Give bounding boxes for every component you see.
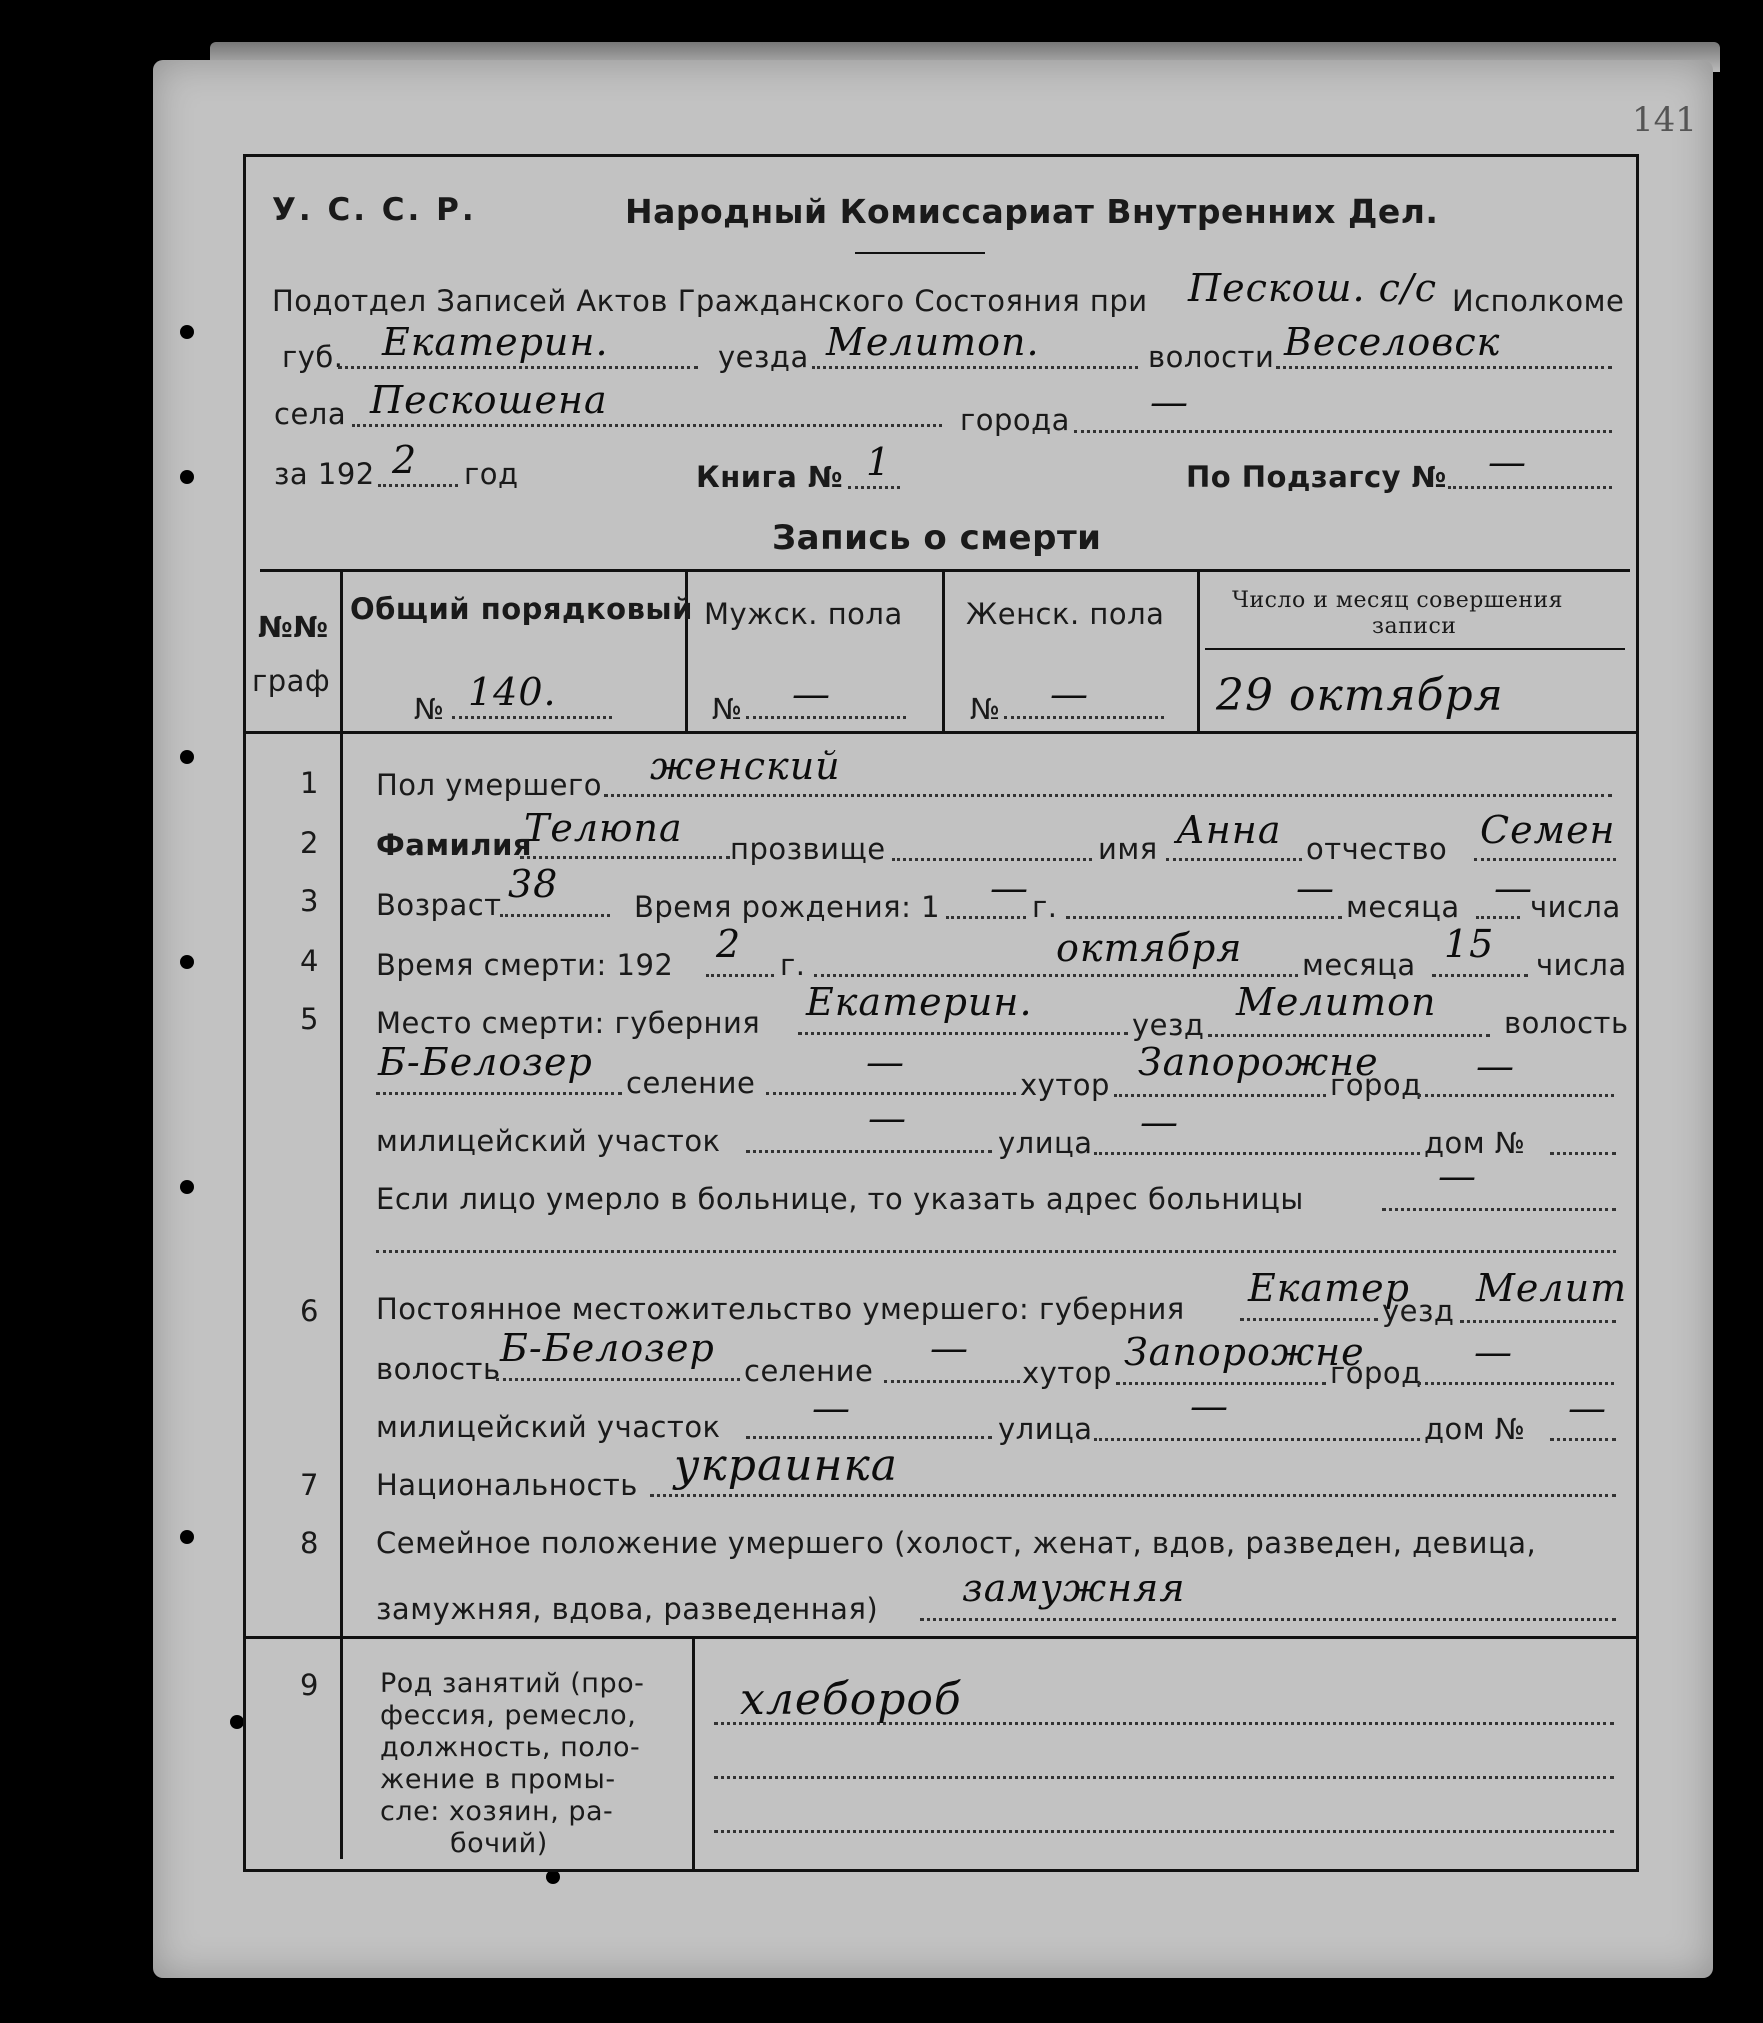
num-column-rule [340, 569, 343, 1859]
death-volost-line [376, 1092, 622, 1095]
head-col-rule [942, 569, 945, 731]
death-day-line [1432, 974, 1528, 977]
col5-value: 29 октября [1216, 670, 1504, 721]
res-volost-value: Б-Белозер [500, 1326, 715, 1370]
res-militia-line [746, 1436, 992, 1439]
death-gorod-value: — [1476, 1044, 1515, 1088]
birth-month-label: месяца [1346, 890, 1460, 924]
ussr-label: У. С. С. Р. [272, 192, 477, 228]
ministry-title: Народный Комиссариат Внутренних Дел. [625, 192, 1439, 231]
patronymic-line [1474, 858, 1616, 861]
surname-label: Фамилия [376, 828, 533, 862]
podzags-line [1448, 486, 1612, 489]
row-number: 3 [300, 884, 319, 918]
podzags-value: — [1488, 440, 1527, 484]
res-house-line [1550, 1438, 1616, 1441]
binder-hole [230, 1715, 244, 1729]
gorod-value: — [1150, 380, 1189, 424]
selo-label: села [274, 397, 347, 431]
death-uezd-line [1208, 1034, 1490, 1037]
binder-hole [180, 1180, 194, 1194]
death-hutor-line [1114, 1094, 1326, 1097]
death-street-value: — [1140, 1100, 1179, 1144]
res-selenie-line [884, 1380, 1020, 1383]
death-selenie-line [766, 1092, 1016, 1095]
death-gub-value: Екатерин. [806, 980, 1033, 1024]
col3-no: № [712, 692, 743, 726]
hospital-value: — [1438, 1154, 1477, 1198]
death-street-line [1094, 1152, 1420, 1155]
row-number: 1 [300, 766, 319, 800]
death-gorod-line [1418, 1094, 1614, 1097]
col3-value: — [792, 672, 831, 716]
col2-no: № [414, 692, 445, 726]
name-line [1166, 858, 1302, 861]
death-day-value: 15 [1444, 922, 1495, 966]
res-volost-line [496, 1378, 740, 1381]
title-rule [855, 252, 985, 254]
death-month-label: месяца [1302, 948, 1416, 982]
res-house-value: — [1568, 1386, 1607, 1430]
row-number: 9 [300, 1668, 319, 1702]
death-hutor-label: хутор [1020, 1068, 1110, 1102]
birth-day-line [1476, 916, 1520, 919]
marital-label: Семейное положение умершего (холост, женат, вдов, разведен, девица, [376, 1526, 1537, 1560]
row-number: 4 [300, 944, 319, 978]
death-house-line [1550, 1152, 1616, 1155]
death-year-label: г. [780, 948, 806, 982]
row-number: 2 [300, 826, 319, 860]
res-selenie-label: селение [744, 1354, 874, 1388]
table-head-bottom-rule [246, 731, 1639, 734]
row-number: 6 [300, 1294, 319, 1328]
uezd-label: уезда [718, 340, 809, 374]
death-place-label: Место смерти: губерния [376, 1006, 761, 1040]
col4-head: Женск. пола [966, 597, 1165, 631]
col4-line [1004, 716, 1164, 719]
death-volost-label: волость [1504, 1006, 1629, 1040]
residence-label: Постоянное местожительство умершего: губерния [376, 1292, 1185, 1326]
marital-value: замужняя [962, 1566, 1186, 1610]
gub-line [338, 366, 698, 369]
res-uezd-label: уезд [1382, 1294, 1455, 1328]
binder-hole [180, 750, 194, 764]
death-uezd-label: уезд [1132, 1008, 1205, 1042]
birth-label: Время рождения: 1 [634, 890, 941, 924]
binder-hole [180, 955, 194, 969]
marital-line [920, 1618, 1616, 1621]
row-number: 7 [300, 1468, 319, 1502]
col3-line [746, 716, 906, 719]
head-sub-rule [1205, 648, 1625, 650]
occupation-line [714, 1776, 1614, 1779]
record-title: Запись о смерти [772, 518, 1102, 558]
nationality-value: украинка [674, 1440, 899, 1491]
gub-value: Екатерин. [382, 320, 609, 364]
death-volost-value: Б-Белозер [378, 1040, 593, 1084]
year-value: 2 [392, 438, 418, 482]
res-street-label: улица [998, 1412, 1093, 1446]
hospital-line-2 [376, 1250, 1616, 1253]
podzags-label: По Подзагсу № [1186, 460, 1448, 494]
occupation-label: жение в промы- [380, 1764, 616, 1795]
gub-label: губ. [282, 340, 344, 374]
surname-line [520, 856, 730, 859]
hospital-line [1382, 1208, 1616, 1211]
gorod-line [1074, 430, 1612, 433]
volost-value: Веселовск [1284, 320, 1501, 364]
year-line [378, 484, 458, 487]
col2-line [452, 716, 612, 719]
selo-value: Пескошена [370, 378, 608, 422]
col5-head: Число и месяц совершения [1232, 588, 1564, 613]
death-gorod-label: город [1330, 1068, 1422, 1102]
nickname-line [892, 858, 1092, 861]
death-house-label: дом № [1424, 1126, 1526, 1160]
occupation-col-rule [692, 1636, 695, 1872]
res-street-line [1094, 1438, 1420, 1441]
res-selenie-value: — [930, 1326, 969, 1370]
res-house-label: дом № [1424, 1412, 1526, 1446]
year-label: за 192 [274, 457, 375, 491]
death-street-label: улица [998, 1126, 1093, 1160]
res-street-value: — [1190, 1384, 1229, 1428]
subdept-suffix: Исполкоме [1452, 284, 1625, 318]
archive-number: 141 [1632, 100, 1697, 140]
occupation-line [714, 1830, 1614, 1833]
birth-month-value: — [1296, 866, 1335, 910]
selo-line [352, 424, 942, 427]
nickname-label: прозвище [730, 832, 886, 866]
sex-value: женский [650, 744, 841, 788]
occupation-label: должность, поло- [380, 1732, 641, 1763]
occupation-label: сле: хозяин, ра- [380, 1796, 614, 1827]
subdept-label: Подотдел Записей Актов Гражданского Состояния при [272, 284, 1148, 318]
res-militia-value: — [812, 1386, 851, 1430]
birth-day-label: числа [1530, 890, 1621, 924]
row-number: 5 [300, 1002, 319, 1036]
death-uezd-value: Мелитоп [1236, 980, 1437, 1024]
occupation-top-rule [246, 1636, 1639, 1639]
res-uezd-value: Мелит [1476, 1266, 1628, 1310]
col1-head-2: граф [252, 664, 331, 698]
col4-value: — [1050, 672, 1089, 716]
sex-line [604, 794, 1612, 797]
death-selenie-label: селение [626, 1066, 756, 1100]
res-gorod-label: город [1330, 1356, 1422, 1390]
binder-hole [180, 325, 194, 339]
age-value: 38 [508, 862, 559, 906]
year-suffix: год [464, 457, 519, 491]
occupation-label: бочий) [450, 1828, 548, 1859]
death-hutor-value: Запорожне [1138, 1040, 1379, 1084]
birth-day-value: — [1494, 866, 1533, 910]
binder-hole [180, 1530, 194, 1544]
patronymic-label: отчество [1306, 832, 1448, 866]
book-label: Книга № [696, 460, 844, 494]
res-volost-label: волость [376, 1352, 501, 1386]
surname-value: Телюпа [524, 806, 683, 850]
birth-month-line [1066, 916, 1342, 919]
patronymic-value: Семен [1480, 808, 1616, 852]
binder-hole [180, 470, 194, 484]
death-militia-line [746, 1150, 992, 1153]
col2-value: 140. [468, 670, 557, 714]
table-top-rule [260, 569, 1630, 572]
name-label: имя [1098, 832, 1158, 866]
col1-head: №№ [258, 610, 329, 644]
sex-label: Пол умершего [376, 768, 602, 802]
res-militia-label: милицейский участок [376, 1410, 721, 1444]
subdept-value: Пескош. с/с [1188, 266, 1438, 310]
birth-year-label: г. [1032, 890, 1058, 924]
nationality-label: Национальность [376, 1468, 638, 1502]
death-day-label: числа [1536, 948, 1627, 982]
age-label: Возраст [376, 888, 502, 922]
col4-no: № [970, 692, 1001, 726]
death-militia-value: — [868, 1096, 907, 1140]
res-gorod-line [1418, 1382, 1614, 1385]
death-year-line [706, 974, 774, 977]
res-gub-value: Екатер [1248, 1266, 1410, 1310]
name-value: Анна [1176, 808, 1282, 852]
nationality-line [650, 1494, 1616, 1497]
death-month-value: октября [1056, 926, 1243, 970]
res-gub-line [1240, 1318, 1378, 1321]
occupation-label: Род занятий (про- [380, 1668, 645, 1699]
birth-year-value: — [990, 866, 1029, 910]
gorod-label: города [960, 403, 1070, 437]
birth-year-line [946, 916, 1026, 919]
res-hutor-label: хутор [1022, 1356, 1112, 1390]
res-gorod-value: — [1474, 1330, 1513, 1374]
age-line [500, 914, 610, 917]
uezd-line [812, 366, 1138, 369]
occupation-label: фессия, ремесло, [380, 1700, 637, 1731]
uezd-value: Мелитоп. [826, 320, 1040, 364]
book-line [848, 486, 900, 489]
death-time-label: Время смерти: 192 [376, 948, 674, 982]
col2-head: Общий порядковый [350, 592, 693, 626]
death-year-value: 2 [716, 922, 742, 966]
death-month-line [814, 974, 1298, 977]
death-selenie-value: — [866, 1040, 905, 1084]
res-uezd-line [1460, 1320, 1616, 1323]
occupation-value: хлебороб [740, 1674, 962, 1725]
volost-line [1276, 366, 1612, 369]
row-number: 8 [300, 1526, 319, 1560]
col5-head-2: записи [1372, 614, 1457, 639]
volost-label: волости [1148, 340, 1275, 374]
book-value: 1 [866, 440, 892, 484]
death-gub-line [798, 1032, 1128, 1035]
binder-hole [546, 1870, 560, 1884]
marital-label-2: замужняя, вдова, разведенная) [376, 1592, 879, 1626]
res-hutor-value: Запорожне [1124, 1330, 1365, 1374]
head-col-rule [1197, 569, 1200, 731]
hospital-label: Если лицо умерло в больнице, то указать адрес больницы [376, 1182, 1304, 1216]
col3-head: Мужск. пола [704, 597, 903, 631]
death-militia-label: милицейский участок [376, 1124, 721, 1158]
